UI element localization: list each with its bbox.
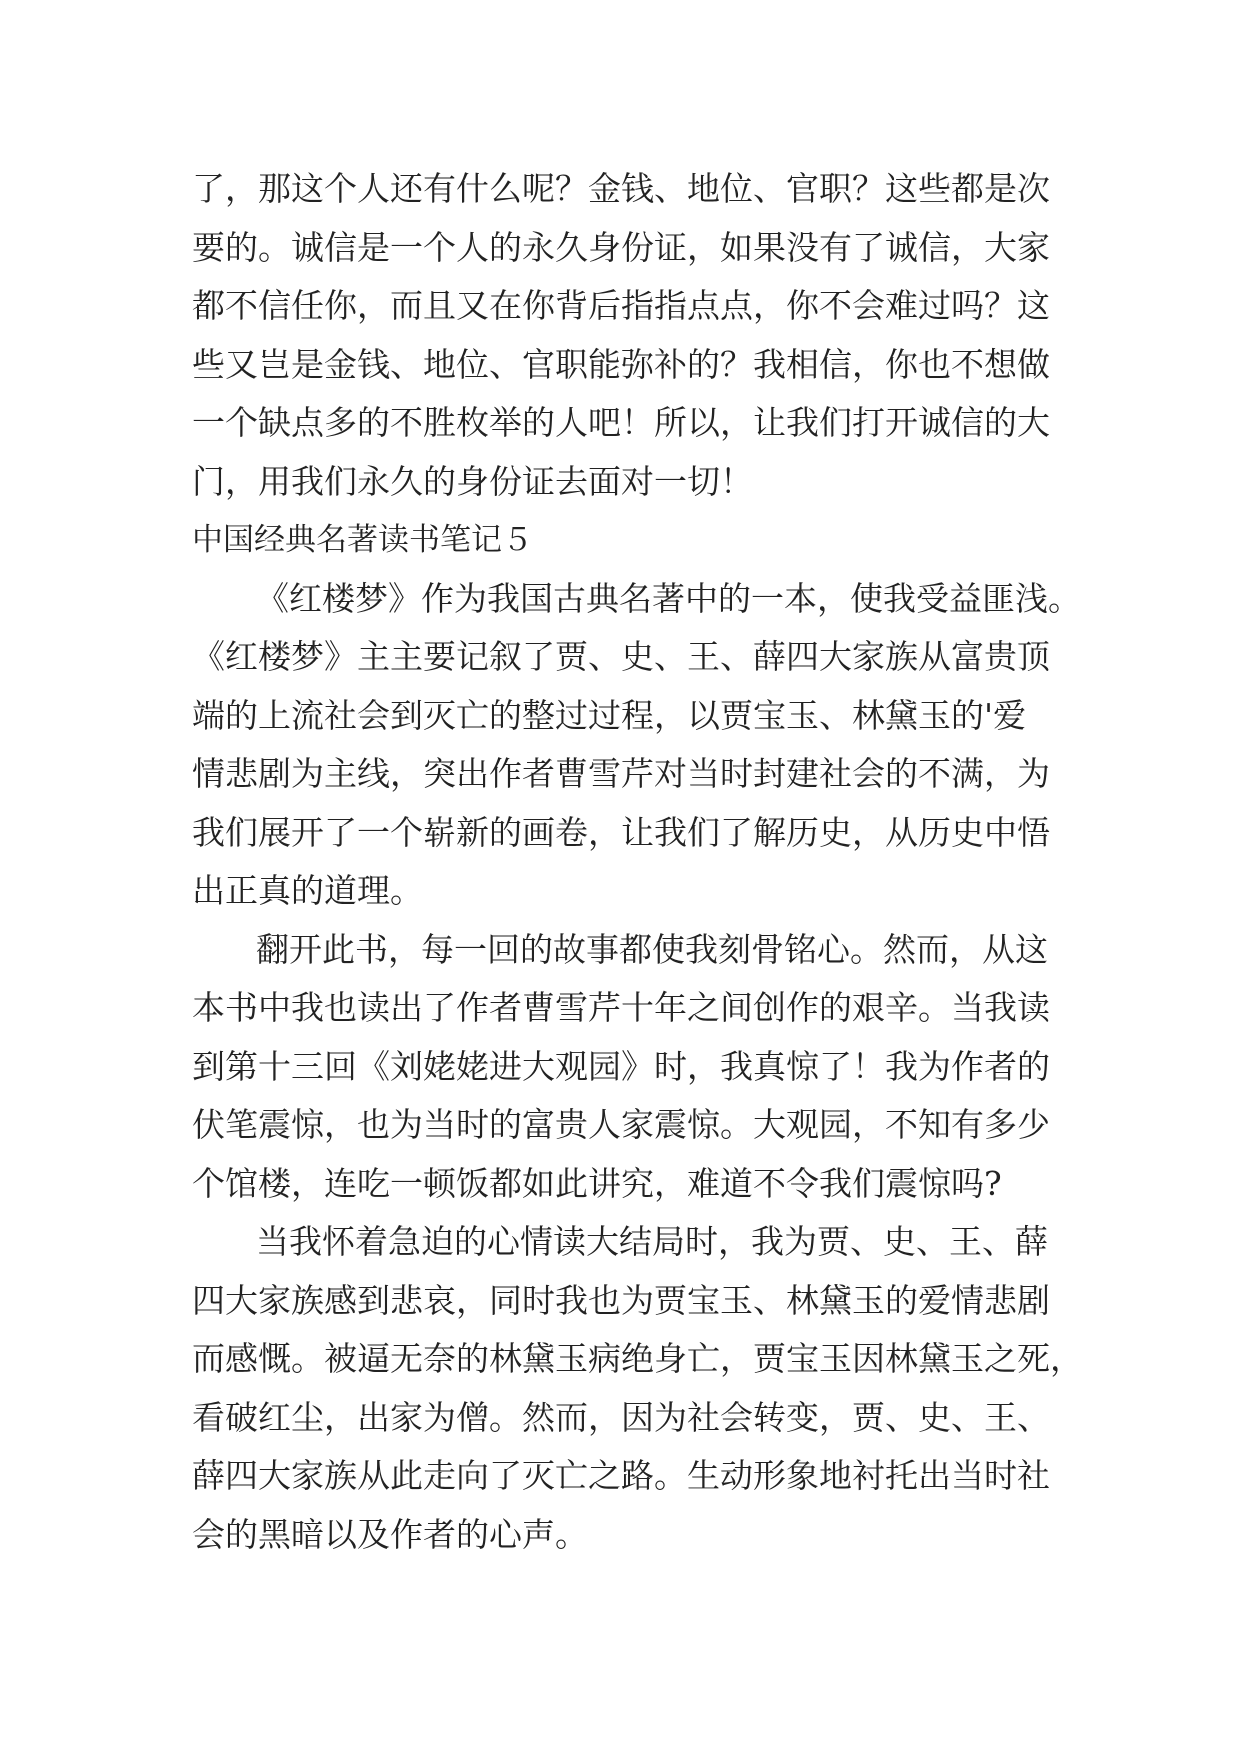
text-line: 本书中我也读出了作者曹雪芹十年之间创作的艰辛。当我读 bbox=[192, 988, 1050, 1027]
text-line: 个馆楼，连吃一顿饭都如此讲究，难道不令我们震惊吗? bbox=[192, 1163, 1002, 1203]
text-line: 些又岂是金钱、地位、官职能弥补的？我相信，你也不想做 bbox=[192, 344, 1050, 384]
text-line: 到第十三回《刘姥姥进大观园》时，我真惊了！我为作者的 bbox=[192, 1046, 1050, 1086]
text-line: 都不信任你，而且又在你背后指指点点，你不会难过吗？这 bbox=[192, 286, 1050, 325]
text-line: 出正真的道理。 bbox=[192, 871, 423, 910]
text-line: 《红楼梦》作为我国古典名著中的一本，使我受益匪浅。 bbox=[256, 578, 1081, 618]
text-line: 一个缺点多的不胜枚举的人吧！所以，让我们打开诚信的大 bbox=[192, 403, 1050, 442]
text-line: 而感慨。被逼无奈的林黛玉病绝身亡，贾宝玉因林黛玉之死， bbox=[192, 1339, 1083, 1378]
text-line: 端的上流社会到灭亡的整过过程，以贾宝玉、林黛玉的'爱 bbox=[192, 695, 1027, 735]
text-line: 薛四大家族从此走向了灭亡之路。生动形象地衬托出当时社 bbox=[192, 1456, 1050, 1495]
text-line: 当我怀着急迫的心情读大结局时，我为贾、史、王、薛 bbox=[256, 1222, 1048, 1261]
document-body bbox=[192, 160, 1083, 1564]
text-line: 《红楼梦》主主要记叙了贾、史、王、薛四大家族从富贵顶 bbox=[192, 637, 1050, 676]
text-line: 我们展开了一个崭新的画卷，让我们了解历史，从历史中悟 bbox=[192, 812, 1050, 852]
text-line: 伏笔震惊，也为当时的富贵人家震惊。大观园，不知有多少 bbox=[192, 1105, 1050, 1144]
text-line: 四大家族感到悲哀，同时我也为贾宝玉、林黛玉的爱情悲剧 bbox=[192, 1280, 1050, 1320]
text-line: 会的黑暗以及作者的心声。 bbox=[192, 1514, 588, 1554]
text-line: 了，那这个人还有什么呢？金钱、地位、官职？这些都是次 bbox=[192, 169, 1050, 208]
text-line: 情悲剧为主线，突出作者曹雪芹对当时封建社会的不满，为 bbox=[192, 754, 1050, 793]
text-line: 要的。诚信是一个人的永久身份证，如果没有了诚信，大家 bbox=[192, 227, 1050, 267]
section-heading: 中国经典名著读书笔记５ bbox=[192, 522, 533, 558]
text-line: 门，用我们永久的身份证去面对一切！ bbox=[192, 461, 753, 501]
text-line: 翻开此书，每一回的故事都使我刻骨铭心。然而，从这 bbox=[256, 929, 1048, 969]
text-line: 看破红尘，出家为僧。然而，因为社会转变，贾、史、王、 bbox=[192, 1397, 1050, 1437]
